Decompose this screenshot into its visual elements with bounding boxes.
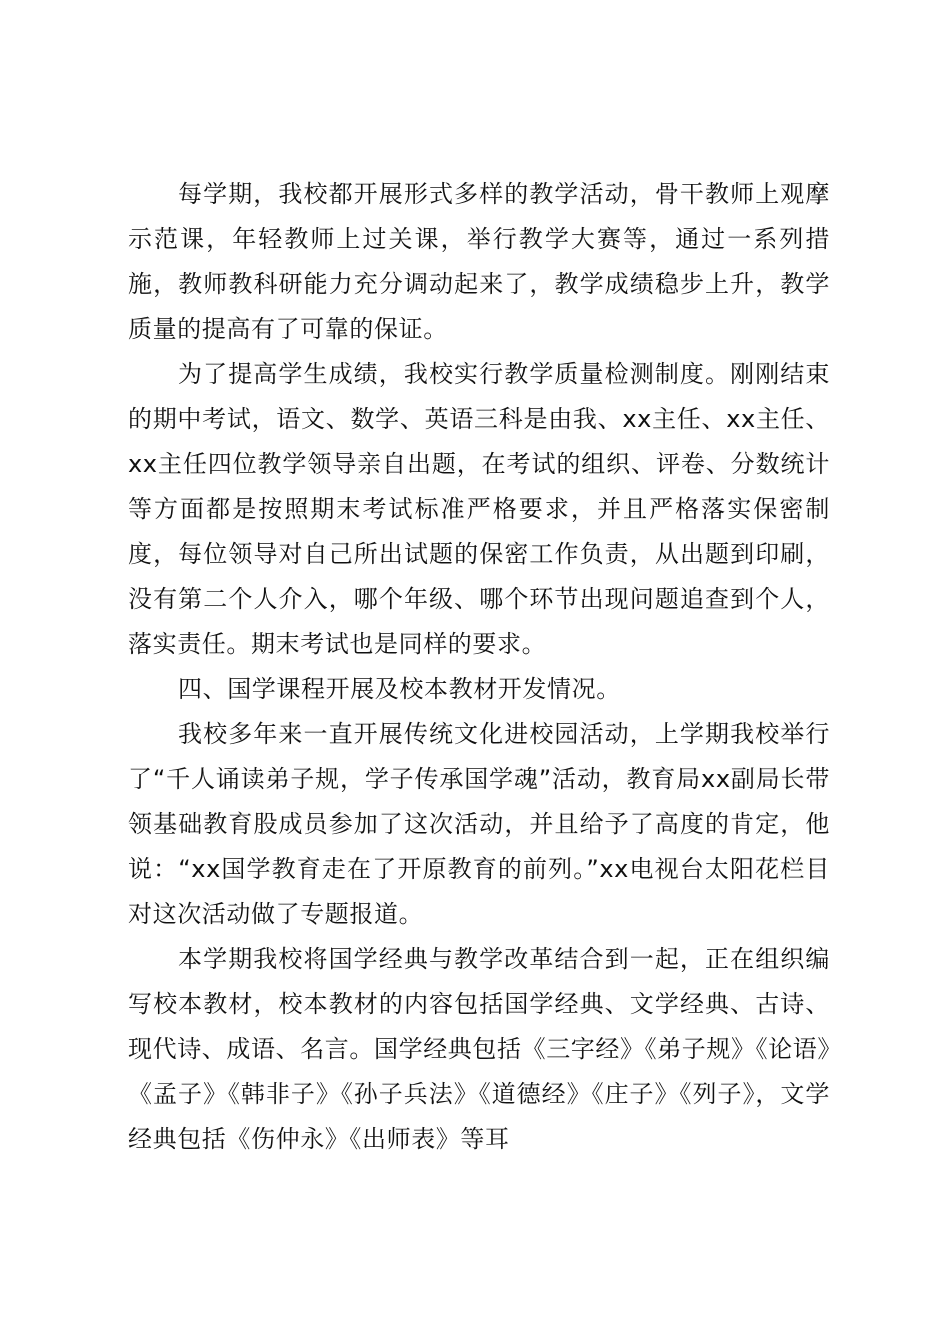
paragraph-teaching-activities: 每学期，我校都开展形式多样的教学活动，骨干教师上观摩示范课，年轻教师上过关课，举行教学大赛等，通过一系列措施，教师教科研能力充分调动起来了，教学成绩稳步上升，教学质量的提高有了可靠的保证。 (128, 180, 830, 343)
section-heading-sinology: 四、国学课程开展及校本教材开发情况。 (178, 675, 621, 703)
paragraph-traditional-culture: 我校多年来一直开展传统文化进校园活动，上学期我校举行了“千人诵读弟子规，学子传承国学魂”活动，教育局xx副局长带领基础教育股成员参加了这次活动，并且给予了高度的肯定，他说：“xx国学教育走在了开原教育的前列。”xx电视台太阳花栏目对这次活动做了专题报道。 (128, 720, 830, 928)
document-body (128, 172, 830, 1162)
paragraph-quality-testing: 为了提高学生成绩，我校实行教学质量检测制度。刚刚结束的期中考试，语文、数学、英语三科是由我、xx主任、xx主任、xx主任四位教学领导亲自出题，在考试的组织、评卷、分数统计等方面都是按照期末考试标准严格要求，并且严格落实保密制度，每位领导对自己所出试题的保密工作负责，从出题到印刷，没有第二个人介入，哪个年级、哪个环节出现问题追查到个人，落实责任。期末考试也是同样的要求。 (128, 360, 830, 658)
paragraph-school-textbook: 本学期我校将国学经典与教学改革结合到一起，正在组织编写校本教材，校本教材的内容包括国学经典、文学经典、古诗、现代诗、成语、名言。国学经典包括《三字经》《弟子规》《论语》《孟子》《韩非子》《孙子兵法》《道德经》《庄子》《列子》，文学经典包括《伤仲永》《出师表》等耳 (128, 945, 830, 1153)
